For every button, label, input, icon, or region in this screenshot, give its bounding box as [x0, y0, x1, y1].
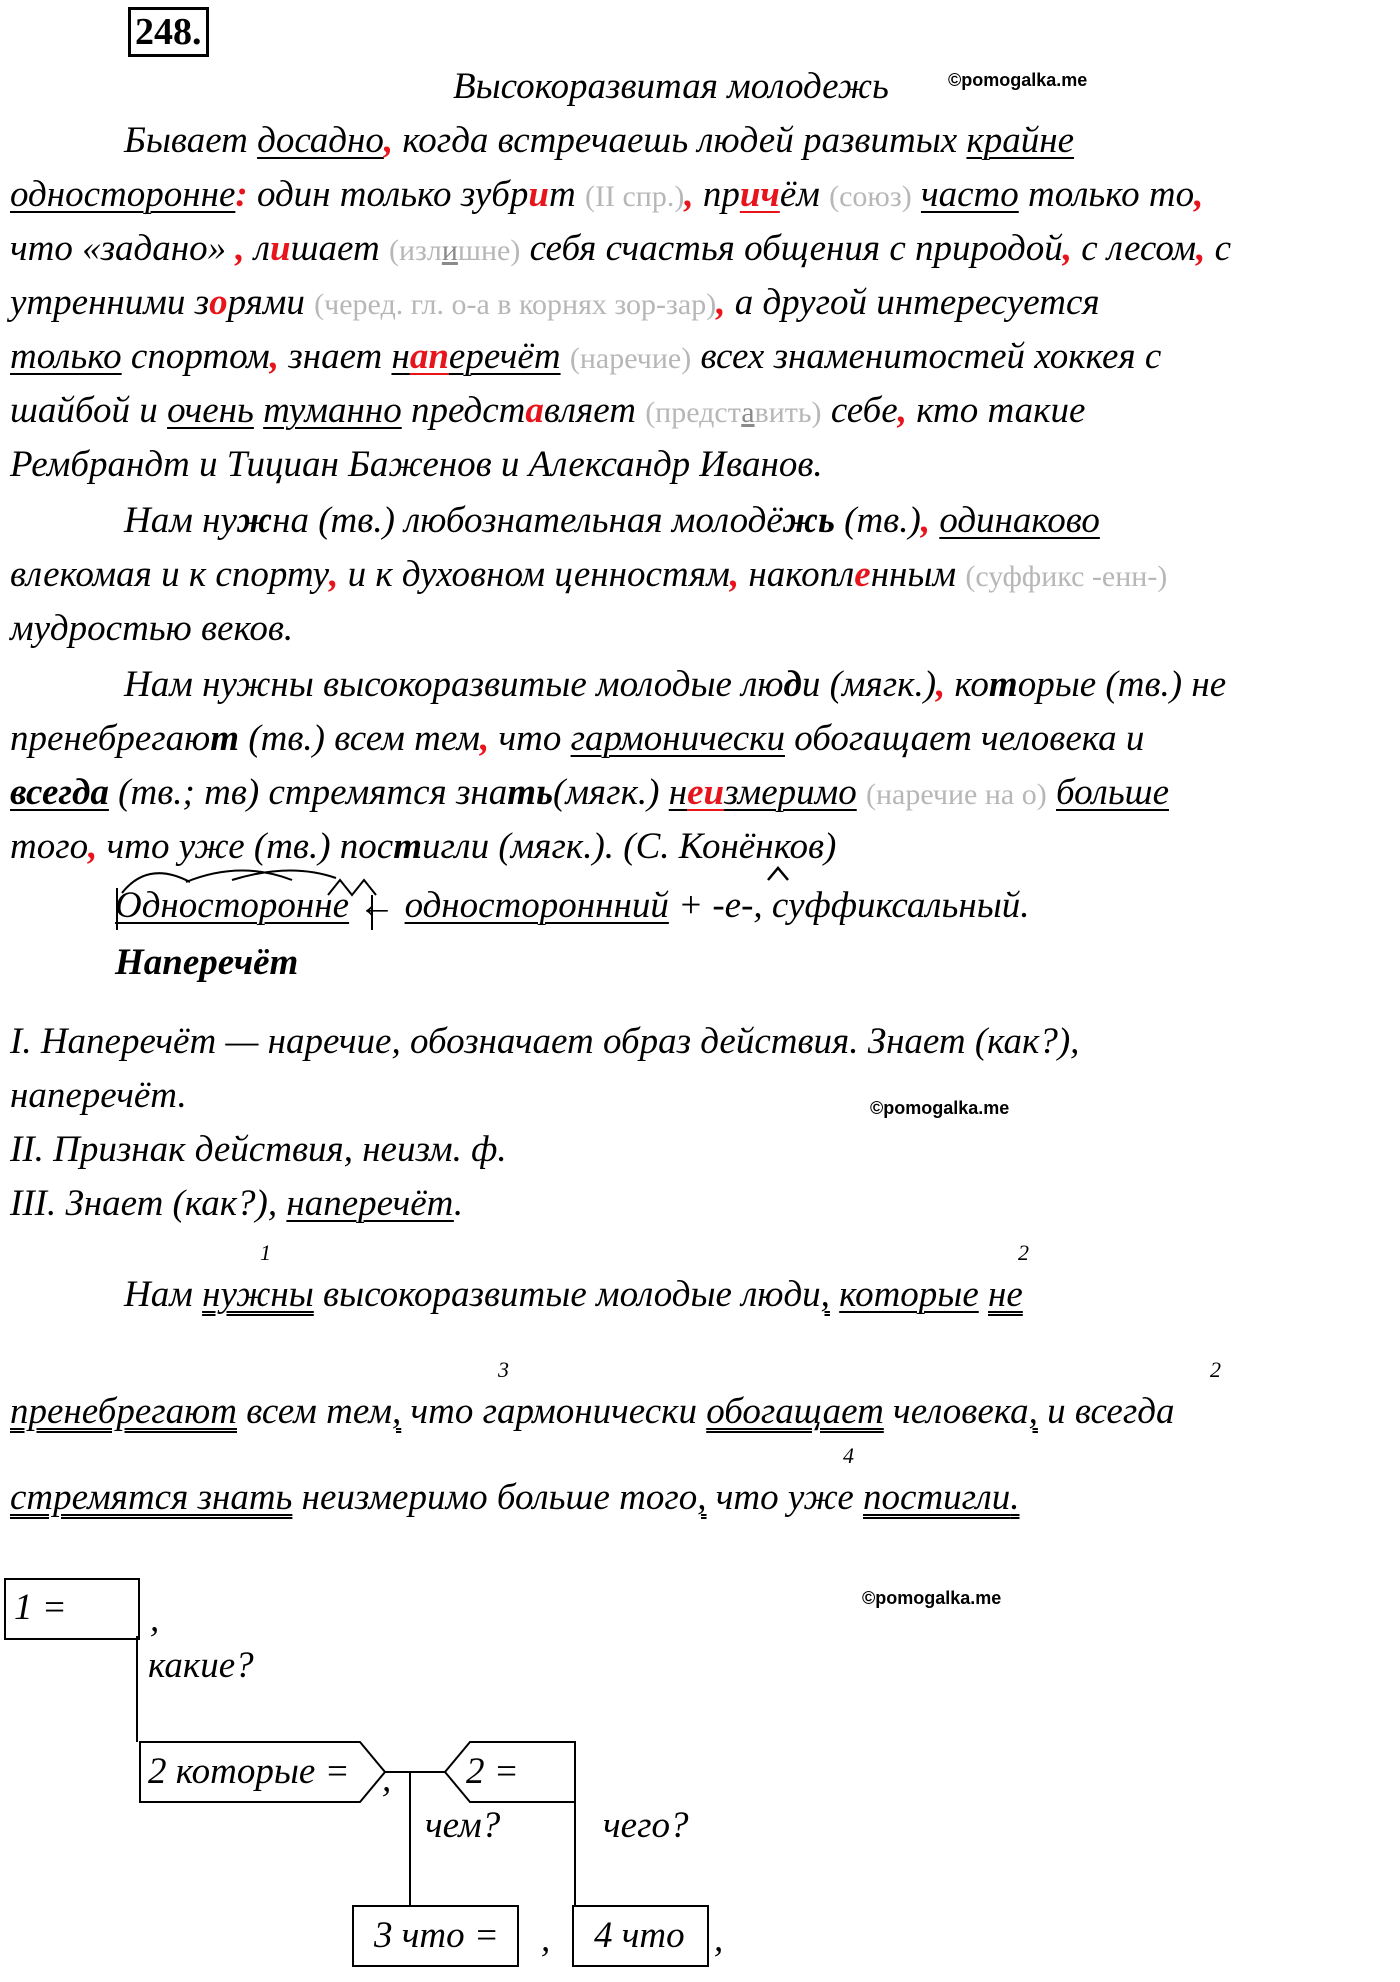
morph-heading: Наперечёт	[115, 942, 299, 983]
morph-line2: наперечёт.	[10, 1075, 187, 1116]
para3-line1: Нам нужны высокоразвитые молодые люди (мягк.), которые (тв.) не	[124, 664, 1227, 705]
morph-line4: III. Знает (как?), наперечёт.	[10, 1183, 464, 1224]
para1-line2: односторонне: один только зубрит (II спр.), причём (союз) часто только то,	[10, 174, 1204, 215]
para1-line5: только спортом, знает наперечёт (наречие) всех знаменитостей хоккея с	[10, 336, 1162, 377]
clause-number: 2	[1210, 1357, 1221, 1382]
scheme-box-4-label: 3 что =	[374, 1915, 499, 1956]
clause-number: 2	[1018, 1240, 1029, 1265]
para1-line7: Рембрандт и Тициан Баженов и Александр Иванов.	[10, 444, 823, 485]
morph-line1: I. Наперечёт — наречие, обозначает образ действия. Знает (как?),	[10, 1021, 1080, 1062]
task-number: 248.	[128, 7, 209, 57]
clause-number: 4	[843, 1443, 854, 1468]
para1-line3: что «задано» , лишает (излишне) себя счастья общения с природой, с лесом, с	[10, 228, 1232, 269]
scheme-question: какие?	[148, 1645, 254, 1686]
syntax-line2: пренебрегают всем тем, что гармонически обогащает человека, и всегда	[10, 1391, 1175, 1432]
scheme-comma: ,	[541, 1919, 551, 1960]
morphemic-analysis: Односторонне ← одностороннний + -е-, суффиксальный.	[115, 885, 1030, 926]
watermark: ©pomogalka.me	[862, 1588, 1002, 1608]
para1-line4: утренними зорями (черед. гл. о-а в корнях зор-зар), а другой интересуется	[10, 282, 1100, 323]
morph-line3: II. Признак действия, неизм. ф.	[10, 1129, 507, 1170]
para3-line2: пренебрегают (тв.) всем тем, что гармонически обогащает человека и	[10, 718, 1145, 759]
clause-number: 1	[260, 1240, 271, 1265]
scheme-question: чем?	[425, 1805, 501, 1846]
para3-line4: того, что уже (тв.) постигли (мягк.). (С. Конёнков)	[10, 826, 837, 867]
clause-number: 3	[498, 1357, 509, 1382]
syntax-line1: Нам нужны высокоразвитые молодые люди, которые не	[124, 1274, 1023, 1315]
scheme-connector	[136, 1636, 138, 1742]
scheme-question: чего?	[603, 1805, 689, 1846]
scheme-box-1-label: 1 =	[14, 1587, 67, 1628]
scheme-comma: ,	[382, 1759, 392, 1800]
para3-line3: всегда (тв.; тв) стремятся знать(мягк.) неизмеримо (наречие на о) больше	[10, 772, 1170, 813]
scheme-box-5-label: 4 что	[594, 1915, 685, 1956]
para2-line2: влекомая и к спорту, и к духовном ценностям, накопленным (суффикс -енн-)	[10, 554, 1168, 595]
syntax-line3: стремятся знать неизмеримо больше того, что уже постигли.	[10, 1477, 1020, 1518]
para2-line1: Нам нужна (тв.) любознательная молодёжь (тв.), одинаково	[124, 500, 1100, 541]
scheme-box-3-label: 2 =	[466, 1751, 519, 1792]
watermark: ©pomogalka.me	[870, 1098, 1010, 1118]
scheme-comma: ,	[714, 1919, 724, 1960]
scheme-box-2-label: 2 которые =	[148, 1751, 350, 1792]
para1-line6: шайбой и очень туманно представляет (представить) себе, кто такие	[10, 390, 1086, 431]
para1-line1: Бывает досадно, когда встречаешь людей развитых крайне	[124, 120, 1075, 161]
watermark: ©pomogalka.me	[948, 70, 1088, 90]
scheme-comma: ,	[150, 1599, 160, 1640]
text-title: Высокоразвитая молодежь	[453, 66, 889, 107]
para2-line3: мудростью веков.	[10, 608, 294, 649]
